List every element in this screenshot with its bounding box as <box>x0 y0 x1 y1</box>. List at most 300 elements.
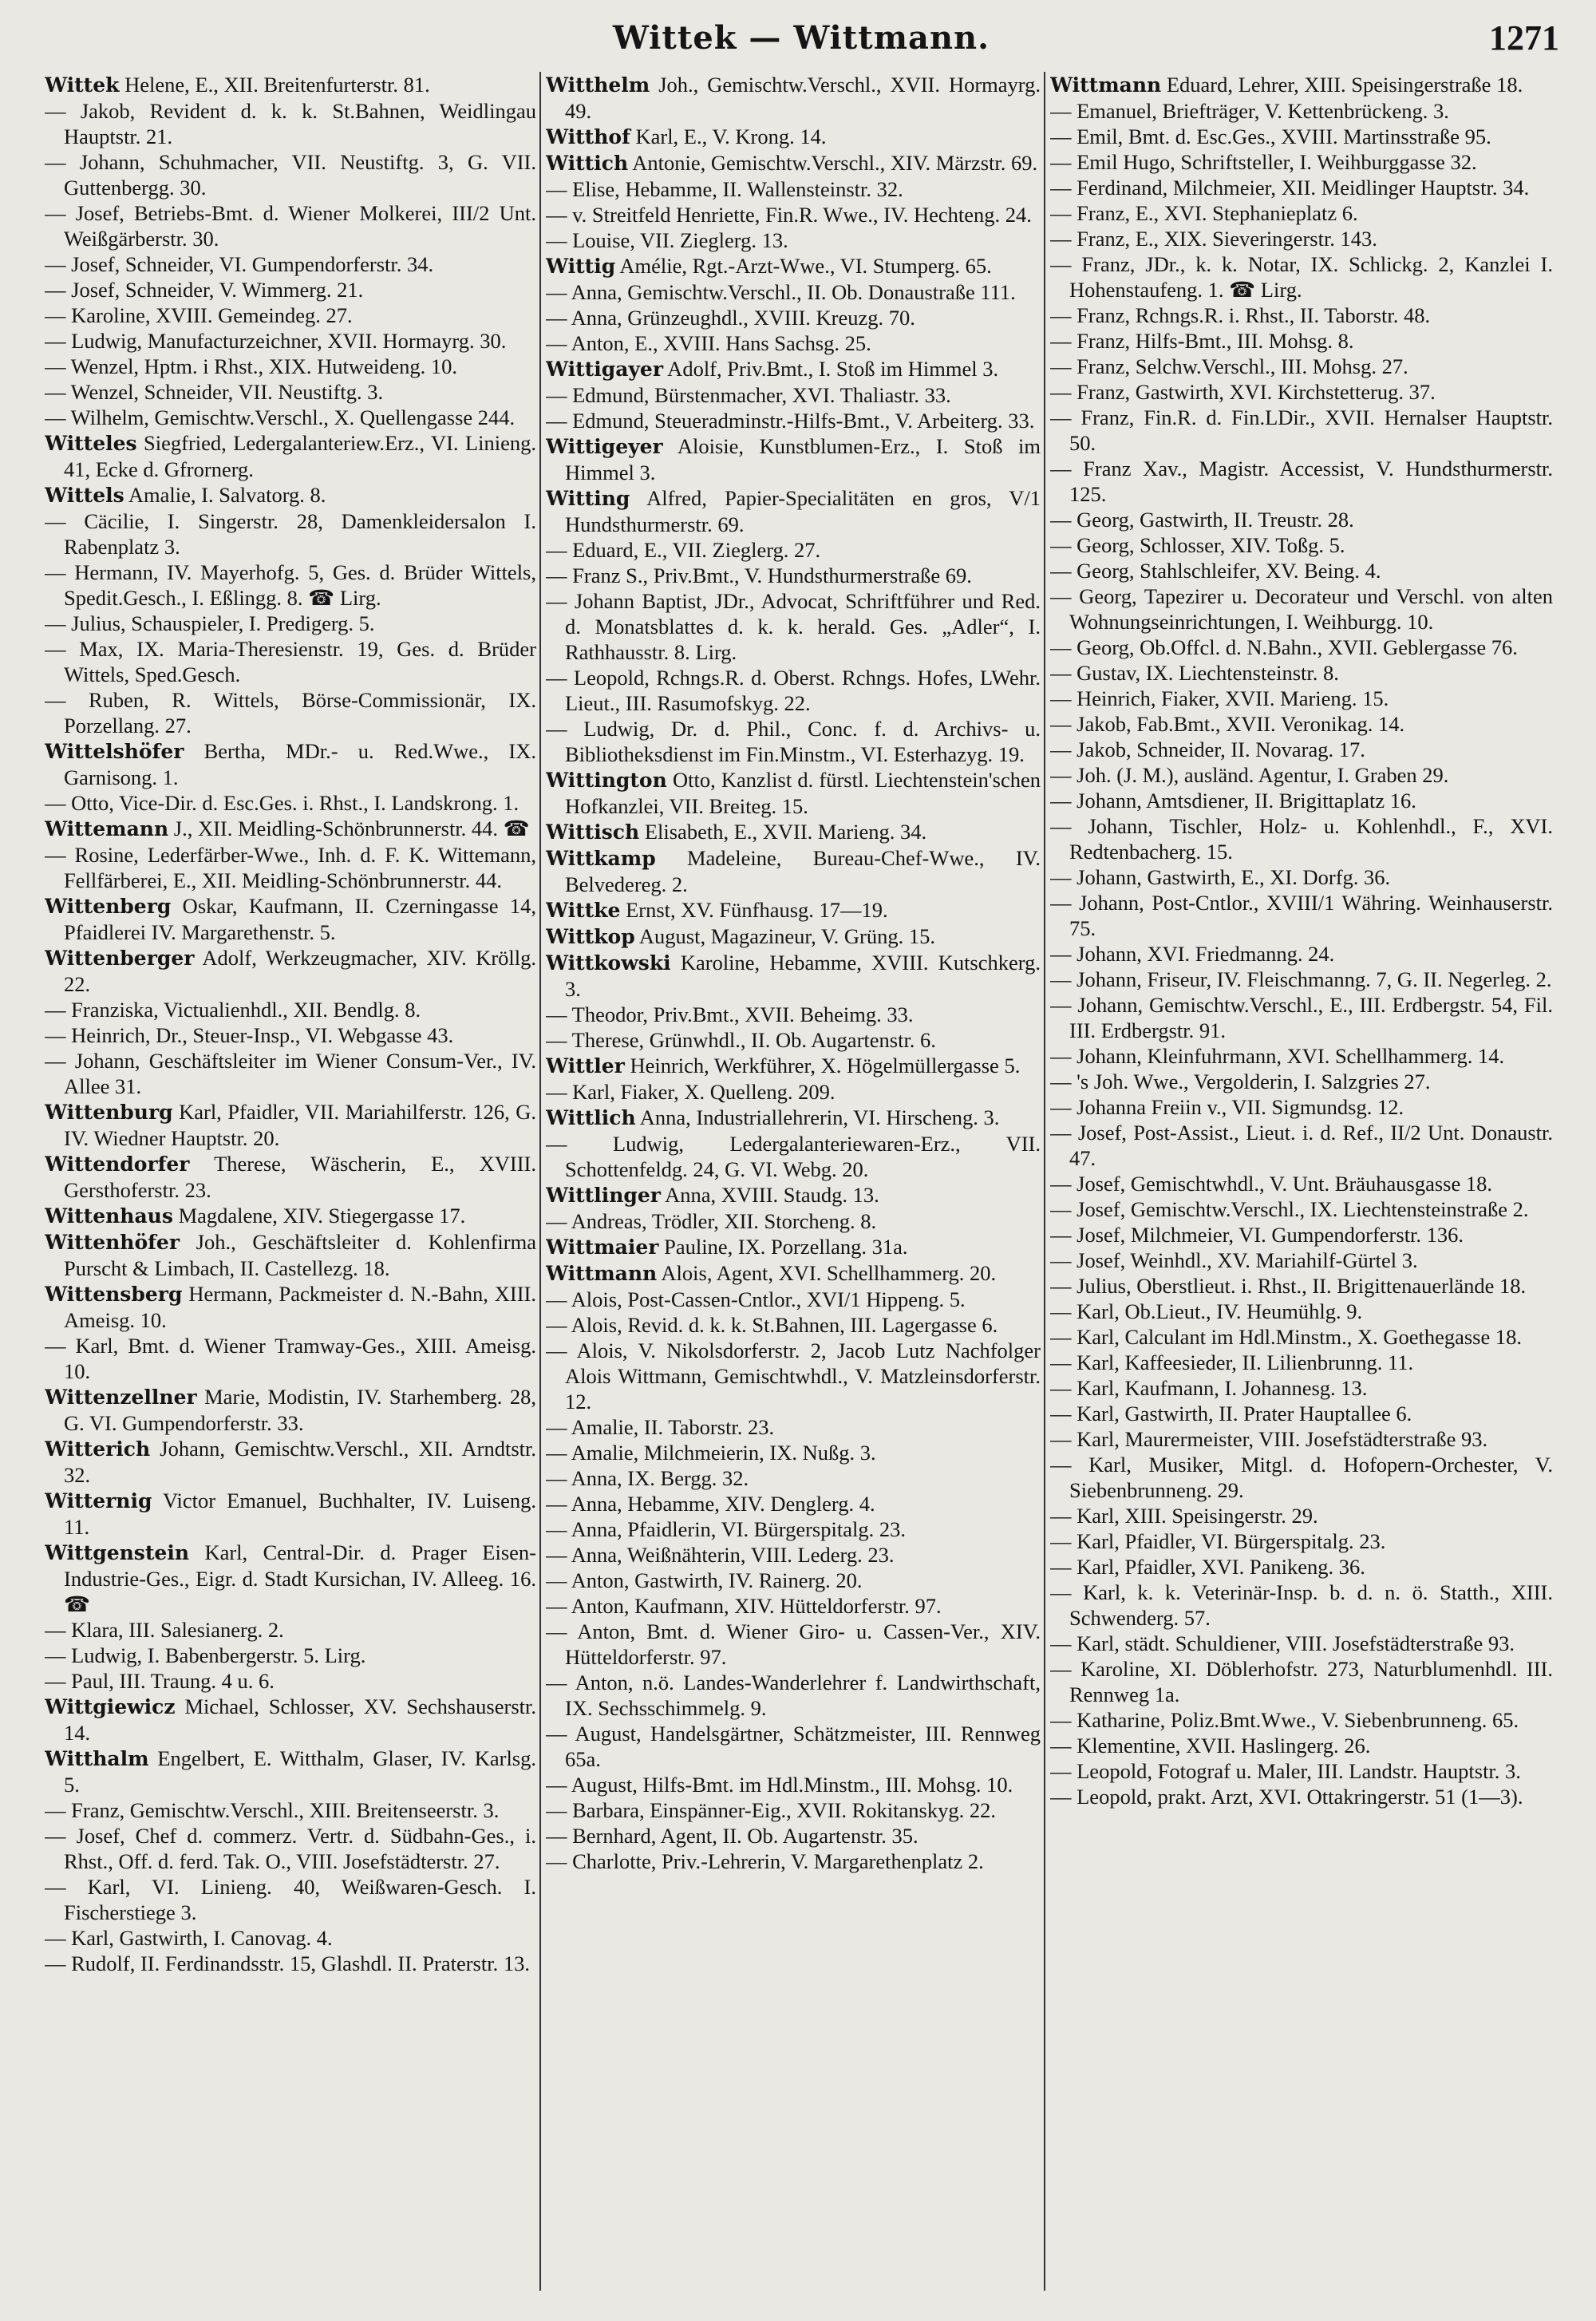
directory-entry <box>1050 1350 1553 1375</box>
entry-text: — Johann, Amtsdiener, II. Brigittaplatz 16. <box>1050 789 1416 813</box>
entry-text: — Johann, Friseur, IV. Fleischmanng. 7, G. II. Negerleg. 2. <box>1050 967 1552 991</box>
entry-text: — Johann, Tischler, Holz- u. Kohlenhdl., F., XVI. Redtenbacherg. 15. <box>1050 814 1553 864</box>
directory-entry <box>546 1287 1041 1312</box>
directory-entry <box>546 1027 1041 1053</box>
page-header <box>43 14 1559 64</box>
running-title: Wittek — Wittmann. <box>612 19 990 57</box>
surname: Wittlinger <box>546 1184 661 1207</box>
entry-text: — Josef, Schneider, VI. Gumpendorferstr. 34. <box>45 252 434 276</box>
directory-entry <box>546 305 1041 330</box>
directory-entry <box>45 1229 536 1281</box>
entry-text: Adolf, Werkzeugmacher, XIV. Kröllg. 22. <box>64 946 536 996</box>
directory-entry <box>1050 864 1553 890</box>
surname: Wittisch <box>546 820 640 844</box>
directory-entry <box>546 330 1041 356</box>
directory-entry <box>1050 967 1553 992</box>
entry-text: — Franz Xav., Magistr. Accessist, V. Hundsthurmerstr. 125. <box>1050 457 1553 506</box>
directory-entry <box>45 997 536 1022</box>
directory-entry <box>546 1823 1041 1848</box>
surname: Wittmaier <box>546 1236 659 1259</box>
entry-text: Alfred, Papier-Specialitäten en gros, V/1 Hundsthurmerstr. 69. <box>565 486 1041 536</box>
directory-entry <box>45 1099 536 1151</box>
surname: Wittenberg <box>45 895 172 918</box>
directory-entry <box>1050 1324 1553 1350</box>
directory-entry <box>45 1874 536 1925</box>
directory-entry <box>45 405 536 430</box>
entry-text: — Karl, Maurermeister, VIII. Josefstädterstraße 93. <box>1050 1427 1488 1451</box>
entry-text: — Johann, Post-Cntlor., XVIII/1 Währing. Weinhauserstr. 75. <box>1050 891 1553 940</box>
directory-entry <box>45 636 536 687</box>
directory-entry <box>1050 1758 1553 1784</box>
directory-entry <box>546 1312 1041 1338</box>
entry-text: — Wenzel, Hptm. i Rhst., XIX. Hutweideng. 10. <box>45 354 458 378</box>
entry-text: — Georg, Schlosser, XIV. Toßg. 5. <box>1050 533 1345 557</box>
directory-entry <box>546 1234 1041 1260</box>
entry-text: — 's Joh. Wwe., Vergolderin, I. Salzgries 27. <box>1050 1070 1431 1093</box>
directory-entry <box>1050 72 1553 98</box>
entry-text: — Franz, Fin.R. d. Fin.LDir., XVII. Hernalser Hauptstr. 50. <box>1050 405 1553 455</box>
directory-entry <box>45 251 536 277</box>
page-number: 1271 <box>1489 18 1559 57</box>
entry-text: — Karl, Musiker, Mitgl. d. Hofopern-Orchester, V. Siebenbrunneng. 29. <box>1050 1453 1553 1502</box>
entry-text: — Rudolf, II. Ferdinandsstr. 15, Glashdl. II. Praterstr. 13. <box>45 1951 530 1975</box>
entry-text: Michael, Schlosser, XV. Sechshauserstr. 14. <box>64 1694 536 1745</box>
directory-entry <box>1050 1631 1553 1656</box>
directory-entry <box>1050 1784 1553 1809</box>
directory-entry <box>1050 890 1553 941</box>
directory-entry <box>45 893 536 945</box>
entry-text: Karl, Pfaidler, VII. Mariahilferstr. 126, G. IV. Wiedner Hauptstr. 20. <box>64 1100 536 1150</box>
entry-text: Ernst, XV. Fünfhausg. 17—19. <box>620 898 888 922</box>
directory-entry <box>1050 1503 1553 1528</box>
surname: Witthalm <box>45 1747 149 1770</box>
surname: Wittendorfer <box>45 1153 190 1176</box>
directory-entry <box>1050 1247 1553 1273</box>
surname: Witterich <box>45 1437 151 1461</box>
directory-entry <box>1050 354 1553 379</box>
surname: Wittels <box>45 484 124 507</box>
directory-entry <box>1050 1171 1553 1196</box>
entry-text: Amalie, I. Salvatorg. 8. <box>124 483 326 507</box>
surname: Wittlich <box>546 1106 636 1129</box>
directory-entry <box>1050 1273 1553 1299</box>
entry-text: — Anton, E., XVIII. Hans Sachsg. 25. <box>546 331 871 355</box>
directory-entry <box>1050 379 1553 405</box>
entry-text: — Julius, Schauspieler, I. Predigerg. 5. <box>45 611 375 635</box>
entry-text: Aloisie, Kunstblumen-Erz., I. Stoß im Himmel 3. <box>565 434 1041 484</box>
surname: Wittler <box>546 1054 625 1077</box>
entry-text: — Heinrich, Dr., Steuer-Insp., VI. Webgasse 43. <box>45 1023 454 1047</box>
directory-entry <box>546 1465 1041 1491</box>
entry-text: — Edmund, Bürstenmacher, XVI. Thaliastr. 33. <box>546 383 951 407</box>
directory-entry <box>45 1746 536 1797</box>
entry-text: — Andreas, Trödler, XII. Storcheng. 8. <box>546 1209 877 1233</box>
directory-entry <box>1050 456 1553 507</box>
column-3 <box>1050 72 1553 2299</box>
entry-text: — Anton, Kaufmann, XIV. Hütteldorferstr. 97. <box>546 1594 942 1618</box>
entry-text: Magdalene, XIV. Stiegergasse 17. <box>172 1204 466 1228</box>
directory-entry <box>1050 149 1553 175</box>
directory-entry <box>45 482 536 508</box>
directory-entry <box>546 588 1041 665</box>
entry-text: — Anna, Grünzeughdl., XVIII. Kreuzg. 70. <box>546 306 915 330</box>
entry-text: — Johann Baptist, JDr., Advocat, Schriftführer und Red. d. Monatsblattes d. k. k. herald. Ges. „Adler“, I. Rathhausstr. 8. Lirg. <box>546 589 1041 664</box>
entry-text: — August, Hilfs-Bmt. im Hdl.Minstm., III. Mohsg. 10. <box>546 1773 1013 1797</box>
entry-text: — Anton, n.ö. Landes-Wanderlehrer f. Landwirthschaft, IX. Sechsschimmelg. 9. <box>546 1671 1041 1720</box>
directory-entry <box>45 1384 536 1436</box>
directory-entry <box>45 98 536 149</box>
directory-entry <box>45 1488 536 1540</box>
directory-entry <box>1050 1094 1553 1120</box>
directory-entry <box>45 430 536 482</box>
entry-text: — Bernhard, Agent, II. Ob. Augartenstr. 35. <box>546 1824 918 1848</box>
directory-entry <box>45 1617 536 1643</box>
column-divider <box>1044 72 1045 2291</box>
directory-entry <box>1050 788 1553 813</box>
directory-entry <box>45 1643 536 1668</box>
entry-text: — Johann, Schuhmacher, VII. Neustiftg. 3, G. VII. Guttenbergg. 30. <box>45 150 536 200</box>
surname: Wittenburg <box>45 1101 173 1124</box>
entry-text: — Alois, Revid. d. k. k. St.Bahnen, III. Lagergasse 6. <box>546 1313 998 1337</box>
directory-entry <box>1050 1707 1553 1733</box>
entry-text: — Theodor, Priv.Bmt., XVII. Beheimg. 33. <box>546 1002 914 1026</box>
entry-text: — Karl, Kaufmann, I. Johannesg. 13. <box>1050 1376 1368 1400</box>
entry-text: Otto, Kanzlist d. fürstl. Liechtenstein'schen Hofkanzlei, VII. Breiteg. 15. <box>565 768 1041 818</box>
entry-text: — Karl, Gastwirth, II. Prater Hauptallee 6. <box>1050 1402 1412 1425</box>
directory-entry <box>546 1182 1041 1208</box>
directory-entry <box>1050 175 1553 200</box>
entry-text: — Jakob, Fab.Bmt., XVII. Veronikag. 14. <box>1050 712 1405 736</box>
directory-entry <box>45 1694 536 1746</box>
entry-text: — Max, IX. Maria-Theresienstr. 19, Ges. d. Brüder Wittels, Sped.Gesch. <box>45 637 536 686</box>
directory-entry <box>45 354 536 379</box>
directory-entry <box>1050 302 1553 328</box>
entry-text: — Franz, JDr., k. k. Notar, IX. Schlickg. 2, Kanzlei I. Hohenstaufeng. 1. ☎ Lirg. <box>1050 252 1553 302</box>
directory-entry <box>45 277 536 302</box>
entry-text: Anna, Industriallehrerin, VI. Hirscheng. 3. <box>635 1105 1000 1129</box>
directory-entry <box>546 253 1041 279</box>
entry-text: Victor Emanuel, Buchhalter, IV. Luiseng. 11. <box>64 1489 536 1539</box>
directory-entry <box>546 72 1041 124</box>
entry-text: — Josef, Schneider, V. Wimmerg. 21. <box>45 278 364 302</box>
surname: Wittenhöfer <box>45 1231 180 1254</box>
directory-entry <box>546 1568 1041 1593</box>
entry-text: Siegfried, Ledergalanteriew.Erz., VI. Linieng. 41, Ecke d. Gfrornerg. <box>64 431 536 481</box>
entry-text: Adolf, Priv.Bmt., I. Stoß im Himmel 3. <box>663 357 999 381</box>
directory-entry <box>1050 711 1553 737</box>
directory-entry <box>546 1079 1041 1105</box>
entry-text: — Therese, Grünwhdl., II. Ob. Augartenstr. 6. <box>546 1028 936 1052</box>
directory-entry <box>546 950 1041 1002</box>
entry-text: Pauline, IX. Porzellang. 31a. <box>658 1235 908 1259</box>
surname: Wittigayer <box>546 358 664 381</box>
entry-text: — Josef, Chef d. commerz. Vertr. d. Südbahn-Ges., i. Rhst., Off. d. ferd. Tak. O., VIII. Josefstädterstr. 27. <box>45 1824 536 1873</box>
directory-entry <box>546 1593 1041 1619</box>
entry-text: Therese, Wäscherin, E., XVIII. Gersthoferstr. 23. <box>64 1152 536 1202</box>
directory-entry <box>546 1619 1041 1670</box>
entry-text: — Karl, XIII. Speisingerstr. 29. <box>1050 1504 1318 1528</box>
entry-text: — Katharine, Poliz.Bmt.Wwe., V. Siebenbrunneng. 65. <box>1050 1708 1519 1732</box>
entry-text: — Josef, Betriebs-Bmt. d. Wiener Molkerei, III/2 Unt. Weißgärberstr. 30. <box>45 201 536 251</box>
directory-entry <box>546 1797 1041 1823</box>
directory-entry <box>1050 558 1553 583</box>
entry-text: — Ludwig, Manufacturzeichner, XVII. Hormayrg. 30. <box>45 329 507 353</box>
directory-entry <box>546 433 1041 485</box>
entry-text: — Georg, Tapezirer u. Decorateur und Verschl. von alten Wohnungseinrichtungen, I. Weihburgg. 10. <box>1050 584 1553 634</box>
surname: Wittig <box>546 255 616 278</box>
entry-text: — Johanna Freiin v., VII. Sigmundsg. 12. <box>1050 1095 1404 1119</box>
directory-entry <box>1050 1580 1553 1631</box>
entry-text: Hermann, Packmeister d. N.-Bahn, XIII. Ameisg. 10. <box>64 1282 536 1332</box>
entry-text: — Karl, k. k. Veterinär-Insp. b. d. n. ö. Statth., XIII. Schwenderg. 57. <box>1050 1580 1553 1630</box>
entry-text: — Georg, Gastwirth, II. Treustr. 28. <box>1050 508 1354 532</box>
directory-entry <box>1050 1554 1553 1580</box>
entry-text: — Wilhelm, Gemischtw.Verschl., X. Quellengasse 244. <box>45 405 516 429</box>
surname: Witteles <box>45 432 137 455</box>
entry-text: — Karl, Gastwirth, I. Canovag. 4. <box>45 1926 333 1950</box>
directory-entry <box>546 356 1041 382</box>
directory-entry <box>546 1848 1041 1874</box>
entry-text: — Karl, Calculant im Hdl.Minstm., X. Goethegasse 18. <box>1050 1325 1523 1349</box>
directory-entry <box>45 1151 536 1203</box>
entry-text: — Alois, V. Nikolsdorferstr. 2, Jacob Lutz Nachfolger Alois Wittmann, Gemischtwhdl., V. Matzleinsdorferstr. 12. <box>546 1338 1041 1414</box>
surname: Wittkowski <box>546 951 671 975</box>
directory-entry <box>1050 1452 1553 1503</box>
directory-entry <box>546 1002 1041 1027</box>
entry-text: — Alois, Post-Cassen-Cntlor., XVI/1 Hippeng. 5. <box>546 1287 966 1311</box>
entry-text: — Franz, Gemischtw.Verschl., XIII. Breitenseerstr. 3. <box>45 1798 500 1822</box>
directory-entry <box>546 1260 1041 1287</box>
entry-text: August, Magazineur, V. Grüng. 15. <box>634 924 936 948</box>
entry-text: — Karl, VI. Linieng. 40, Weißwaren-Gesch. I. Fischerstiege 3. <box>45 1875 536 1924</box>
entry-text: Anna, XVIII. Staudg. 13. <box>660 1183 879 1207</box>
entry-text: — Franz, E., XVI. Stephanieplatz 6. <box>1050 201 1358 225</box>
column-divider <box>539 72 541 2291</box>
directory-entry <box>45 1436 536 1488</box>
directory-entry <box>1050 532 1553 558</box>
directory-entry <box>45 687 536 738</box>
directory-entry <box>546 1542 1041 1568</box>
directory-entry <box>546 563 1041 588</box>
entry-text: Karoline, Hebamme, XVIII. Kutschkerg. 3. <box>565 951 1041 1001</box>
entry-text: — Karl, Ob.Lieut., IV. Heumühlg. 9. <box>1050 1299 1363 1323</box>
entry-text: — Heinrich, Fiaker, XVII. Marieng. 15. <box>1050 686 1389 710</box>
directory-entry <box>546 767 1041 819</box>
surname: Wittek <box>45 73 120 97</box>
directory-entry <box>546 150 1041 176</box>
directory-entry <box>1050 992 1553 1043</box>
directory-entry <box>546 716 1041 767</box>
directory-entry <box>1050 762 1553 788</box>
entry-text: — Klementine, XVII. Haslingerg. 26. <box>1050 1734 1371 1758</box>
surname: Wittensberg <box>45 1283 183 1306</box>
entry-text: — Josef, Milchmeier, VI. Gumpendorferstr. 136. <box>1050 1223 1464 1247</box>
entry-text: Amélie, Rgt.-Arzt-Wwe., VI. Stumperg. 65. <box>615 254 992 278</box>
entry-text: — Franz S., Priv.Bmt., V. Hundsthurmerstraße 69. <box>546 563 972 587</box>
entry-text: — Anna, Gemischtw.Verschl., II. Ob. Donaustraße 111. <box>546 280 1016 304</box>
directory-entry <box>45 1540 536 1617</box>
directory-entry <box>45 945 536 997</box>
directory-entry <box>1050 328 1553 354</box>
directory-entry <box>1050 1733 1553 1758</box>
surname: Wittmann <box>1050 73 1162 97</box>
entry-text: — Emil Hugo, Schriftsteller, I. Weihburggasse 32. <box>1050 150 1477 174</box>
directory-entry <box>45 1333 536 1384</box>
directory-entry <box>1050 200 1553 226</box>
directory-entry <box>45 1048 536 1099</box>
surname: Wittmann <box>546 1262 658 1285</box>
directory-entry <box>546 408 1041 433</box>
directory-entry <box>1050 1375 1553 1401</box>
directory-entry <box>45 1951 536 1976</box>
column-1 <box>45 72 536 2299</box>
directory-entry <box>1050 660 1553 686</box>
entry-text: Joh., Gemischtw.Verschl., XVII. Hormayrg. 49. <box>565 73 1041 123</box>
entry-text: — Ludwig, Dr. d. Phil., Conc. f. d. Archivs- u. Bibliotheksdienst im Fin.Minstm., VI. Esterhazyg. 19. <box>546 717 1041 766</box>
surname: Wittenhaus <box>45 1204 173 1228</box>
entry-text: Elisabeth, E., XVII. Marieng. 34. <box>639 820 927 844</box>
entry-text: — Klara, III. Salesianerg. 2. <box>45 1618 284 1642</box>
entry-text: — Josef, Post-Assist., Lieut. i. d. Ref., II/2 Unt. Donaustr. 47. <box>1050 1121 1553 1170</box>
directory-entry <box>1050 1299 1553 1324</box>
directory-entry <box>45 611 536 636</box>
directory-entry <box>1050 1196 1553 1222</box>
entry-text: — Leopold, Rchngs.R. d. Oberst. Rchngs. Hofes, LWehr. Lieut., III. Rasumofskyg. 22. <box>546 666 1041 715</box>
entry-text: — Amalie, II. Taborstr. 23. <box>546 1415 775 1439</box>
entry-text: — Johann, Kleinfuhrmann, XVI. Schellhammerg. 14. <box>1050 1044 1505 1068</box>
entry-text: — Karl, Fiaker, X. Quelleng. 209. <box>546 1080 836 1104</box>
entry-text: — Karoline, XVIII. Gemeindeg. 27. <box>45 303 353 327</box>
directory-entry <box>1050 405 1553 456</box>
entry-text: — Josef, Gemischtwhdl., V. Unt. Bräuhausgasse 18. <box>1050 1172 1493 1196</box>
entry-text: — Franziska, Victualienhdl., XII. Bendlg. 8. <box>45 998 421 1022</box>
directory-entry <box>1050 1120 1553 1171</box>
entry-text: Bertha, MDr.- u. Red.Wwe., IX. Garnisong. 1. <box>64 739 536 789</box>
entry-text: — Barbara, Einspänner-Eig., XVII. Rokitanskyg. 22. <box>546 1798 996 1822</box>
directory-entry <box>45 200 536 251</box>
directory-entry <box>546 382 1041 408</box>
entry-text: — Karl, Bmt. d. Wiener Tramway-Ges., XIII. Ameisg. 10. <box>45 1334 536 1383</box>
directory-entry <box>546 537 1041 563</box>
directory-entry <box>1050 1656 1553 1707</box>
entry-text: Alois, Agent, XVI. Schellhammerg. 20. <box>657 1261 997 1285</box>
entry-text: — Johann, Gastwirth, E., XI. Dorfg. 36. <box>1050 865 1391 889</box>
directory-entry <box>1050 1222 1553 1247</box>
entry-text: Oskar, Kaufmann, II. Czerningasse 14, Pfaidlerei IV. Margarethenstr. 5. <box>64 894 536 944</box>
entry-text: Eduard, Lehrer, XIII. Speisingerstraße 18. <box>1161 73 1523 97</box>
directory-entry <box>1050 1401 1553 1426</box>
entry-text: — Edmund, Steueradminstr.-Hilfs-Bmt., V. Arbeiterg. 33. <box>546 409 1035 433</box>
entry-text: — Anna, Hebamme, XIV. Denglerg. 4. <box>546 1492 875 1516</box>
entry-text: Madeleine, Bureau-Chef-Wwe., IV. Belvedereg. 2. <box>565 846 1041 896</box>
directory-entry <box>1050 226 1553 251</box>
directory-entry <box>546 1772 1041 1797</box>
entry-text: — Wenzel, Schneider, VII. Neustiftg. 3. <box>45 380 384 404</box>
entry-text: — Josef, Gemischtw.Verschl., IX. Liechtensteinstraße 2. <box>1050 1197 1529 1221</box>
directory-entry <box>546 1670 1041 1721</box>
entry-text: Antonie, Gemischtw.Verschl., XIV. Märzstr. 69. <box>628 151 1038 175</box>
surname: Wittington <box>546 769 667 792</box>
surname: Witthof <box>546 125 630 148</box>
directory-entry <box>1050 583 1553 635</box>
directory-entry <box>1050 1528 1553 1554</box>
entry-text: — Louise, VII. Zieglerg. 13. <box>546 228 788 252</box>
entry-text: — Franz, Rchngs.R. i. Rhst., II. Taborstr. 48. <box>1050 303 1431 327</box>
entry-text: — Georg, Stahlschleifer, XV. Being. 4. <box>1050 559 1381 583</box>
directory-entry <box>546 1440 1041 1465</box>
directory-entry <box>546 1105 1041 1131</box>
entry-text: — Charlotte, Priv.-Lehrerin, V. Margarethenplatz 2. <box>546 1849 984 1873</box>
entry-text: — Ruben, R. Wittels, Börse-Commissionär, IX. Porzellang. 27. <box>45 688 536 737</box>
directory-entry <box>45 559 536 611</box>
directory-entry <box>1050 251 1553 302</box>
directory-entry <box>546 124 1041 150</box>
entry-text: — Ferdinand, Milchmeier, XII. Meidlinger Hauptstr. 34. <box>1050 176 1530 200</box>
entry-text: — Emanuel, Briefträger, V. Kettenbrückeng. 3. <box>1050 99 1449 123</box>
directory-entry <box>45 1925 536 1951</box>
entry-text: — Anton, Gastwirth, IV. Rainerg. 20. <box>546 1568 863 1592</box>
directory-entry <box>546 1414 1041 1440</box>
entry-text: Karl, Central-Dir. d. Prager Eisen-Industrie-Ges., Eigr. d. Stadt Kursichan, IV. Alleeg. 16. ☎ <box>64 1540 536 1616</box>
entry-text: Helene, E., XII. Breitenfurterstr. 81. <box>119 73 430 97</box>
entry-text: — Georg, Ob.Offcl. d. N.Bahn., XVII. Geblergasse 76. <box>1050 635 1518 659</box>
entry-text: — Elise, Hebamme, II. Wallensteinstr. 32. <box>546 177 903 201</box>
directory-entry <box>1050 941 1553 967</box>
directory-entry <box>546 1053 1041 1079</box>
entry-text: — Anna, IX. Bergg. 32. <box>546 1466 749 1490</box>
directory-entry <box>546 845 1041 897</box>
entry-text: — Johann, XVI. Friedmanng. 24. <box>1050 942 1335 966</box>
entry-text: — Josef, Weinhdl., XV. Mariahilf-Gürtel 3. <box>1050 1248 1418 1272</box>
entry-text: — Franz, Selchw.Verschl., III. Mohsg. 27. <box>1050 354 1408 378</box>
surname: Wittgenstein <box>45 1541 189 1564</box>
entry-text: Joh., Geschäftsleiter d. Kohlenfirma Purscht & Limbach, II. Castellezg. 18. <box>64 1230 536 1280</box>
entry-text: — Johann, Geschäftsleiter im Wiener Consum-Ver., IV. Allee 31. <box>45 1049 536 1098</box>
directory-entry <box>546 897 1041 923</box>
directory-entry <box>45 1281 536 1333</box>
entry-text: — Hermann, IV. Mayerhofg. 5, Ges. d. Brüder Wittels, Spedit.Gesch., I. Eßlingg. 8. ☎ Lirg. <box>45 560 536 610</box>
entry-text: — Joh. (J. M.), ausländ. Agentur, I. Graben 29. <box>1050 763 1449 787</box>
surname: Witternig <box>45 1489 152 1512</box>
entry-text: — Jakob, Schneider, II. Novarag. 17. <box>1050 737 1365 761</box>
entry-text: Heinrich, Werkführer, X. Högelmüllergasse 5. <box>624 1054 1021 1077</box>
entry-text: — Ludwig, I. Babenbergerstr. 5. Lirg. <box>45 1643 366 1667</box>
surname: Wittgiewicz <box>45 1695 176 1718</box>
surname: Witting <box>546 487 630 510</box>
entry-text: — Otto, Vice-Dir. d. Esc.Ges. i. Rhst., I. Landskrong. 1. <box>45 791 519 815</box>
directory-entry <box>45 738 536 790</box>
surname: Wittkop <box>546 925 635 948</box>
directory-entry <box>546 202 1041 227</box>
entry-text: — Karl, Pfaidler, VI. Bürgerspitalg. 23. <box>1050 1529 1386 1553</box>
directory-entry <box>45 1022 536 1048</box>
entry-text: — Gustav, IX. Liechtensteinstr. 8. <box>1050 661 1339 685</box>
surname: Wittke <box>546 899 621 922</box>
directory-entry <box>45 1823 536 1874</box>
directory-entry <box>45 72 536 98</box>
entry-text: Engelbert, E. Witthalm, Glaser, IV. Karlsg. 5. <box>64 1746 536 1797</box>
entry-text: — Ludwig, Ledergalanteriewaren-Erz., VII. Schottenfeldg. 24, G. VI. Webg. 20. <box>546 1132 1041 1181</box>
entry-text: — Franz, E., XIX. Sieveringerstr. 143. <box>1050 227 1377 251</box>
directory-entry <box>546 923 1041 950</box>
entry-text: — Rosine, Lederfärber-Wwe., Inh. d. F. K. Wittemann, Fellfärberei, E., XII. Meidling-Schönbrunnerstr. 44. <box>45 843 536 892</box>
directory-entry <box>45 379 536 405</box>
surname: Witthelm <box>546 73 650 97</box>
entry-text: — Karl, Pfaidler, XVI. Panikeng. 36. <box>1050 1555 1365 1579</box>
directory-entry <box>546 1131 1041 1182</box>
entry-text: — Karl, städt. Schuldiener, VIII. Josefstädterstraße 93. <box>1050 1631 1515 1655</box>
entry-text: — Julius, Oberstlieut. i. Rhst., II. Brigittenauerlände 18. <box>1050 1274 1527 1298</box>
